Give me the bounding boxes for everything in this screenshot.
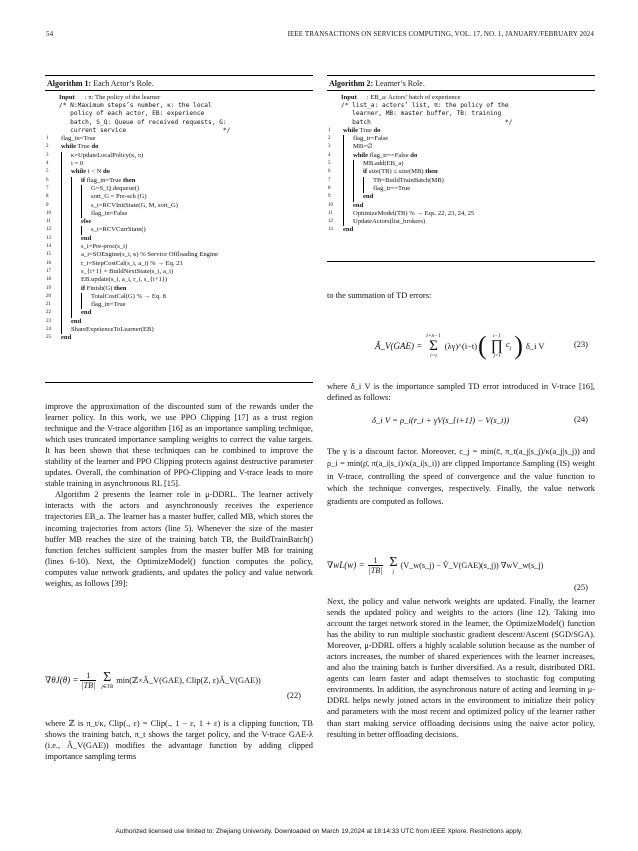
comment-line: batch */ — [341, 118, 513, 126]
line-number: 20 — [46, 293, 51, 299]
algorithm-line — [45, 143, 313, 151]
algorithm-line — [327, 152, 595, 160]
algorithm-line — [45, 334, 313, 342]
algorithm-1-lines — [45, 135, 313, 342]
page-number: 54 — [46, 30, 54, 38]
algorithm-line — [327, 135, 595, 143]
line-number: 19 — [46, 285, 51, 291]
algorithm-line — [45, 309, 313, 317]
line-text: i = 0 — [71, 160, 84, 168]
algorithm-1-box — [45, 75, 313, 383]
algorithm-line — [327, 143, 595, 151]
line-text: G=S_Q.dequeue() — [91, 184, 140, 192]
line-text: else — [81, 218, 92, 226]
line-text: s_i=RCVCurrState() — [91, 226, 146, 234]
line-text: end — [71, 317, 82, 325]
equation-22: ∇θJ(θ) = $\frac{1}{|TB|}$ Σ j∈TB min(ℤ×Â_V(GAE), Clip(Z, ε)Â_V(GAE)) — [45, 669, 261, 690]
line-text: a_i=SOEngine(s_i, κ) % Service Offloading Engine — [81, 251, 219, 259]
line-number: 17 — [46, 268, 51, 274]
line-text: while i < N do — [71, 168, 110, 176]
algorithm-line — [327, 168, 595, 176]
line-number: 12 — [328, 219, 333, 225]
algorithm-line — [45, 268, 313, 276]
line-text: end — [353, 201, 364, 209]
algorithm-line — [327, 185, 595, 193]
algorithm-line — [45, 285, 313, 293]
paragraph-update: Next, the policy and value network weights are updated. Finally, the learner sends the updated policy and weights to the actors (line 12). Taking into account the target network stored in the learner, the OptimizeModel() function has the ability to run multiple stochastic gradient descent/Ascent (SGD/SGA). Moreover, μ-DDRL offers a highly scalable solution because as the number of actors increases, the number of shared experiences with the learner increases, and also the training batch is further diversified. As a result, distributed DRL agents can learn faster and adapt themselves to stochastic fog computing environments. In addition, the asynchronous nature of acting and learning in μ-DDRL helps newly joined actors in the environment to initialize their policy and parameters with the most recent and optimized policy of the learner rather than start making service offloading decisions using the naive actor policy, resulting in better offloading decisions. — [327, 597, 595, 739]
algorithm-line — [327, 177, 595, 185]
line-number: 24 — [46, 327, 51, 333]
comment-line: /* N:Maximum steps’s number, κ: the local — [59, 102, 212, 109]
line-number: 7 — [328, 177, 331, 183]
line-number: 21 — [46, 302, 51, 308]
line-text: end — [81, 309, 92, 317]
paragraph-td-errors: to the summation of TD errors: — [327, 291, 432, 300]
algorithm-line — [327, 202, 595, 210]
line-text: sort_G = Pre-sch (G) — [91, 193, 147, 201]
line-text: if size(TB) ≤ size(MB) then — [363, 168, 438, 176]
algorithm-line — [327, 210, 595, 218]
algorithm-line — [45, 326, 313, 334]
line-text: r_i=StepCostCal(s_i, a_i) % → Eq. 21 — [81, 259, 183, 267]
algorithm-line — [45, 193, 313, 201]
algorithm-line — [45, 185, 313, 193]
comment-line: learner, MB: master buffer, TB: training — [341, 110, 502, 118]
line-number: 25 — [46, 335, 51, 341]
line-number: 5 — [328, 161, 331, 167]
algorithm-line — [327, 160, 595, 168]
line-text: end — [61, 334, 72, 342]
line-text: end — [81, 234, 92, 242]
line-text: OptimizeModel(TB) % → Eqs. 22, 23, 24, 25 — [353, 209, 475, 217]
algorithm-2-title: Algorithm 2: Learner’s Role. — [327, 76, 595, 91]
line-text: if Finish(G) then — [81, 284, 127, 292]
algorithm-line — [45, 135, 313, 143]
line-number: 14 — [46, 244, 51, 250]
line-text: TotalCostCal(G) % → Eq. 8 — [91, 292, 166, 300]
line-number: 18 — [46, 277, 51, 283]
equation-23-number: (23) — [574, 340, 588, 349]
line-text: UpdateActors(list_brokers) — [353, 218, 426, 226]
line-text: while True do — [343, 126, 381, 134]
line-text: flag_tr=False — [353, 135, 389, 143]
line-text: end — [363, 193, 374, 201]
left-column — [45, 401, 313, 589]
algorithm-2-input: Input : EB_a: Actors’ batch of experience — [341, 94, 461, 101]
line-text: end — [343, 226, 354, 234]
equation-23: Â_V(GAE) = t+n−1 Σ i=t (λγ)^(i−t) ( i−1 ∏ j=t $c_j$ ) δ_i V — [375, 331, 545, 360]
line-number: 12 — [46, 227, 51, 233]
algorithm-line — [45, 160, 313, 168]
algorithm-1-comment — [45, 102, 313, 135]
line-number: 8 — [46, 194, 49, 200]
algorithm-line — [45, 251, 313, 259]
line-number: 10 — [328, 202, 333, 208]
algorithm-line — [45, 301, 313, 309]
line-text: while flag_tr==False do — [353, 151, 418, 159]
line-number: 13 — [46, 235, 51, 241]
equation-24: δ_i V = ρ_i(r_i + γV(s_{i+1}) − V(s_i)) — [372, 415, 510, 425]
algorithm-line — [45, 243, 313, 251]
algorithm-line — [45, 152, 313, 160]
algorithm-line — [45, 260, 313, 268]
line-number: 4 — [328, 152, 331, 158]
line-number: 7 — [46, 185, 49, 191]
algorithm-line — [45, 318, 313, 326]
paragraph-vtrace: where δ_i V is the importance sampled TD error introduced in V-trace [16], defined as follows: — [327, 382, 595, 403]
algorithm-line — [45, 276, 313, 284]
line-number: 9 — [46, 202, 49, 208]
algorithm-line — [45, 177, 313, 185]
algorithm-line — [45, 210, 313, 218]
line-text: while True do — [61, 143, 99, 151]
algorithm-line — [327, 218, 595, 226]
line-number: 8 — [328, 185, 331, 191]
line-number: 4 — [46, 161, 49, 167]
line-number: 2 — [46, 144, 49, 150]
algorithm-line — [327, 193, 595, 201]
algorithm-line — [45, 202, 313, 210]
paragraph-is-weights: The γ is a discount factor. Moreover, c_j = min(c̄, π_t(a_j|s_j)/κ(a_j|s_j)) and ρ_i = min(ρ̄, π(a_i|s_i)/κ(a_i|s_i)) are clipped Importance Sampling (IS) weight in V-trace, controlling the speed of convergence and the value function to which the technique converges, respectively. Finally, the value network gradients are computed as follows. — [327, 447, 595, 506]
algorithm-2-lines — [327, 127, 595, 235]
line-text: flag_in=False — [91, 209, 128, 217]
equation-25: ∇wL(w) = $\frac{1}{|TB|}$ Σ j (V_w(s_j) − V̂_V(GAE)(s_j)) ∇wV_w(s_j) — [327, 554, 544, 575]
line-text: if flag_in=True then — [81, 176, 136, 184]
algorithm-line — [45, 218, 313, 226]
line-number: 2 — [328, 136, 331, 142]
line-number: 11 — [46, 219, 51, 225]
line-number: 1 — [46, 136, 49, 142]
line-number: 10 — [46, 210, 51, 216]
algorithm-2-comment — [327, 102, 595, 127]
line-number: 23 — [46, 318, 51, 324]
algorithm-line — [45, 226, 313, 234]
line-text: MB.add(EB_a) — [363, 160, 404, 168]
algorithm-1-title: Algorithm 1: Each Actor’s Role. — [45, 76, 313, 91]
line-number: 9 — [328, 194, 331, 200]
line-number: 6 — [46, 177, 49, 183]
line-number: 6 — [328, 169, 331, 175]
paragraph-clip: where ℤ is π_t/κ, Clip(., ε) = Clip(., 1 − ε, 1 + ε) is a clipping function, TB shows the training batch, π_t shows the target policy, and the V-trace GAE-λ (i.e., Â_V(GAE)) modifies the advantage function by adding clipped importance sampling terms — [45, 719, 313, 762]
line-number: 3 — [328, 144, 331, 150]
line-text: MB=∅ — [353, 143, 373, 151]
line-text: s_i=Pre-proc(s_i) — [81, 243, 128, 251]
line-number: 1 — [328, 127, 331, 133]
line-number: 5 — [46, 169, 49, 175]
comment-line: policy of each actor, EB: experience — [59, 110, 205, 118]
comment-line: /* list_a: actors’ list, π: the policy of the — [341, 102, 509, 109]
line-number: 22 — [46, 310, 51, 316]
equation-24-number: (24) — [574, 415, 588, 424]
comment-line: batch, S_Q: Queue of received requests, G: — [59, 118, 227, 126]
line-text: ShareExpeienceToLearner(EB) — [71, 326, 154, 334]
line-text: TB=BuildTrainBatch(MB) — [373, 176, 444, 184]
algorithm-line — [45, 293, 313, 301]
line-text: κ=UpdateLocalPolicy(κ, π) — [71, 151, 144, 159]
line-text: flag_in=True — [61, 135, 96, 143]
line-text: flag_tr==True — [373, 184, 411, 192]
line-number: 15 — [46, 252, 51, 258]
journal-title: IEEE TRANSACTIONS ON SERVICES COMPUTING, VOL. 17, NO. 1, JANUARY/FEBRUARY 2024 — [287, 30, 594, 38]
line-text: s_i=RCVInitState(G, M, sort_G) — [91, 201, 178, 209]
line-text: flag_in=True — [91, 301, 126, 309]
algorithm-line — [45, 168, 313, 176]
equation-22-number: (22) — [287, 691, 301, 700]
equation-25-number: (25) — [574, 583, 588, 592]
line-number: 16 — [46, 260, 51, 266]
paragraph-algorithm-2: Algorithm 2 presents the learner role in μ-DDRL. The learner actively interacts with the actors and asynchronously receives the experience trajectories EB_a. The learner has a master buffer, called MB, which stores the incoming trajectories from actors (line 5). Whenever the size of the master buffer MB reaches the size of the training batch TB, the BuildTrainBatch() function fetches sufficient samples from the master buffer MB for training (lines 6-10). Next, the OptimizeModel() function computes the policy, computes value network gradients, and updates the policy and value network weights, as follows [39]: — [45, 490, 313, 588]
algorithm-2-box — [327, 75, 595, 262]
comment-line: current service */ — [59, 126, 231, 134]
line-number: 3 — [46, 152, 49, 158]
license-footer: Authorized licensed use limited to: Zhejiang University. Downloaded on March 19,2024 at 18:14:33 UTC from IEEE Xplore. Restrictions apply. — [115, 828, 523, 835]
algorithm-1-input: Input : π: The policy of the learner — [59, 94, 161, 101]
line-text: EB.update(s_i, a_i, r_i, s_{i+1}) — [81, 276, 168, 284]
algorithm-line — [327, 127, 595, 135]
paragraph-ppo: improve the approximation of the discounted sum of the rewards under the learner policy. In this work, we use PPO Clipping [17] as a trust region technique and the V-trace algorithm [16] as an importance sampling technique, which uses truncated importance sampling weights to correct the value targets. It has been shown that these techniques can be combined to improve the stability of the learner and PPO Clipping protects against destructive parameter updates. Overall, the combination of PPO-Clipping and V-trace leads to more stable training in asynchronous RL [15]. — [45, 402, 313, 489]
line-number: 13 — [328, 227, 333, 233]
line-text: s_{i+1} = BuildNextState(s_i, a_i) — [81, 267, 174, 275]
line-number: 11 — [328, 210, 333, 216]
algorithm-line — [45, 235, 313, 243]
algorithm-line — [327, 226, 595, 234]
page-header — [46, 30, 594, 38]
